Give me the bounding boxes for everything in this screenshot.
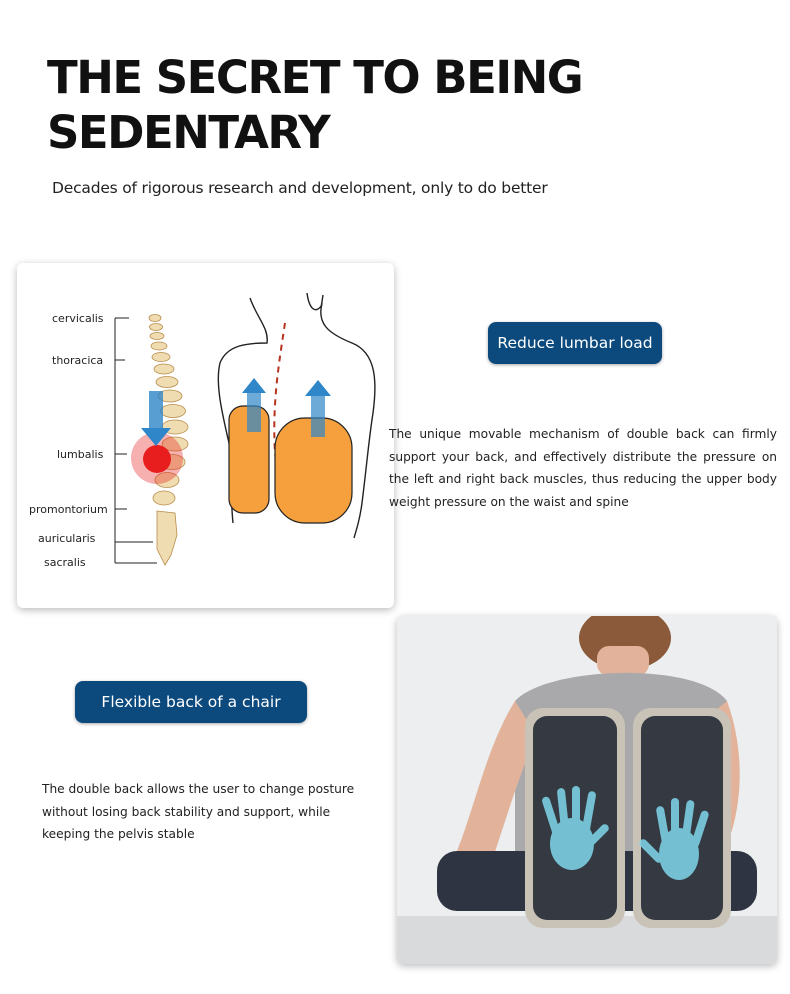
person-on-dual-back-chair-illustration	[397, 616, 777, 964]
spine-label-sacralis: sacralis	[44, 556, 86, 569]
flexible-back-description: The double back allows the user to change posture without losing back stability and support, while keeping the pelvis stable	[42, 782, 355, 841]
lumbar-load-description: The unique movable mechanism of double back can firmly support your back, and effectively distribute the pressure on the left and right back muscles, thus reducing the upper body weight pressure on the waist and spine	[389, 427, 777, 509]
spine-label-lumbalis: lumbalis	[57, 448, 104, 461]
reduce-lumbar-load-button[interactable]: Reduce lumbar load	[488, 322, 662, 364]
spine-label-auricularis: auricularis	[38, 532, 96, 545]
flexible-back-button[interactable]: Flexible back of a chair	[75, 681, 307, 723]
pressure-spot	[143, 445, 171, 473]
page-title: THE SECRET TO BEING SEDENTARY	[47, 51, 583, 159]
spine-and-back-illustration	[17, 263, 394, 608]
chair-photo-card	[397, 616, 777, 964]
page-subtitle: Decades of rigorous research and development, only to do better	[52, 179, 548, 197]
spine-label-thoracica: thoracica	[52, 354, 104, 367]
spine-diagram-card	[17, 263, 394, 608]
spine-label-cervicalis: cervicalis	[52, 312, 104, 325]
spine-label-promontorium: promontorium	[29, 503, 108, 516]
